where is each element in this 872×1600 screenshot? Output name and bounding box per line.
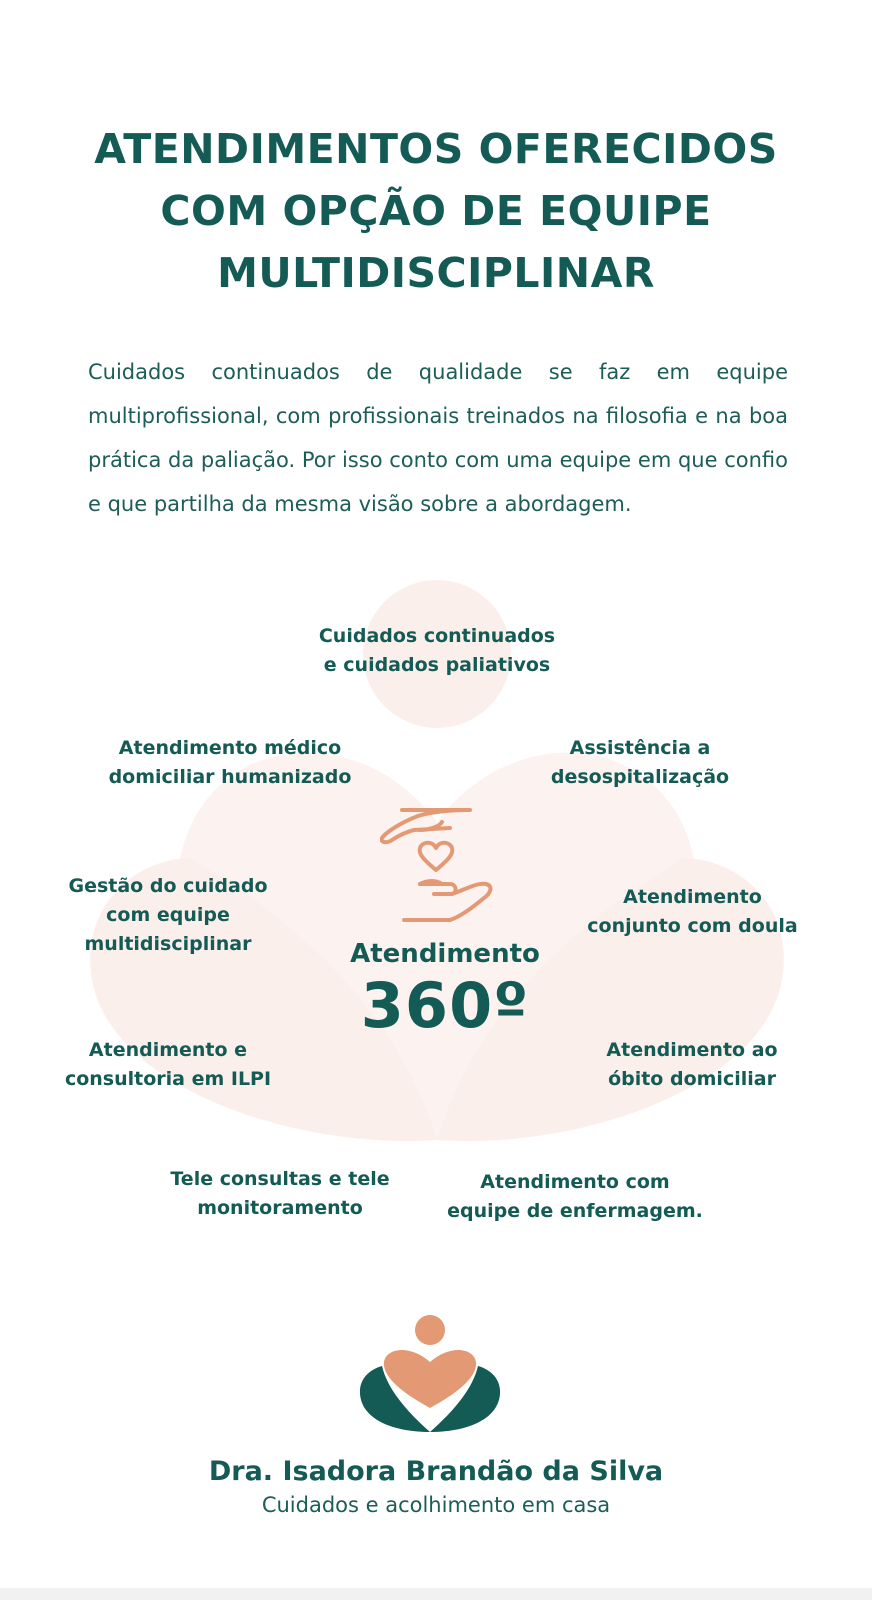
bottom-hand-palm — [404, 884, 490, 920]
center-label: Atendimento — [350, 939, 540, 969]
service-line: Atendimento e — [88, 1039, 248, 1061]
service-home-medical — [90, 734, 370, 792]
service-line: Tele consultas e tele — [170, 1168, 390, 1190]
doctor-name: Dra. Isadora Brandão da Silva — [208, 1456, 664, 1487]
title-line-3: MULTIDISCIPLINAR — [217, 249, 655, 297]
service-ilpi — [58, 1036, 278, 1094]
title-line-2: COM OPÇÃO DE EQUIPE — [160, 187, 712, 235]
service-dehospitalization — [520, 734, 760, 792]
service-line: Atendimento médico — [118, 737, 342, 759]
service-home-death — [587, 1036, 797, 1094]
service-care-management — [55, 872, 281, 959]
heart-person-logo — [358, 1312, 502, 1438]
service-line: desospitalização — [550, 766, 730, 788]
service-line: e cuidados paliativos — [323, 654, 551, 676]
service-telehealth — [160, 1165, 400, 1223]
service-doula — [580, 883, 805, 941]
service-line: consultoria em ILPI — [64, 1068, 272, 1090]
service-line: equipe de enfermagem. — [447, 1200, 703, 1222]
service-line: monitoramento — [197, 1197, 363, 1219]
title-line-1: ATENDIMENTOS OFERECIDOS — [94, 125, 778, 173]
top-hand-palm — [382, 810, 468, 842]
bottom-strip — [0, 1588, 872, 1600]
service-line: conjunto com doula — [587, 915, 798, 937]
service-line: Atendimento — [623, 886, 762, 908]
hands-heart-icon — [380, 808, 496, 926]
bottom-hand-thumb — [420, 884, 456, 894]
center-value: 360º — [360, 969, 530, 1042]
service-line: Assistência a — [569, 737, 711, 759]
service-line: Atendimento com — [480, 1171, 670, 1193]
service-line: óbito domiciliar — [608, 1068, 776, 1090]
service-line: Cuidados continuados — [318, 625, 556, 647]
service-nursing — [440, 1168, 710, 1226]
service-line: multidisciplinar — [84, 933, 252, 955]
doctor-tagline: Cuidados e acolhimento em casa — [261, 1493, 611, 1517]
service-line: domiciliar humanizado — [108, 766, 352, 788]
service-line: com equipe — [106, 904, 230, 926]
service-line: Atendimento ao — [606, 1039, 778, 1061]
intro-paragraph: Cuidados continuados de qualidade se faz em equipe multiprofissional, com profissionais treinados na filosofia e na boa prática da paliação. Por isso conto com uma equipe em que confio e que partilha da mesma visão sobre a abordagem. — [88, 360, 788, 516]
heart-shape — [420, 843, 453, 870]
logo-head — [415, 1315, 445, 1345]
service-line: Gestão do cuidado — [68, 875, 268, 897]
service-continuous-care — [292, 622, 582, 680]
